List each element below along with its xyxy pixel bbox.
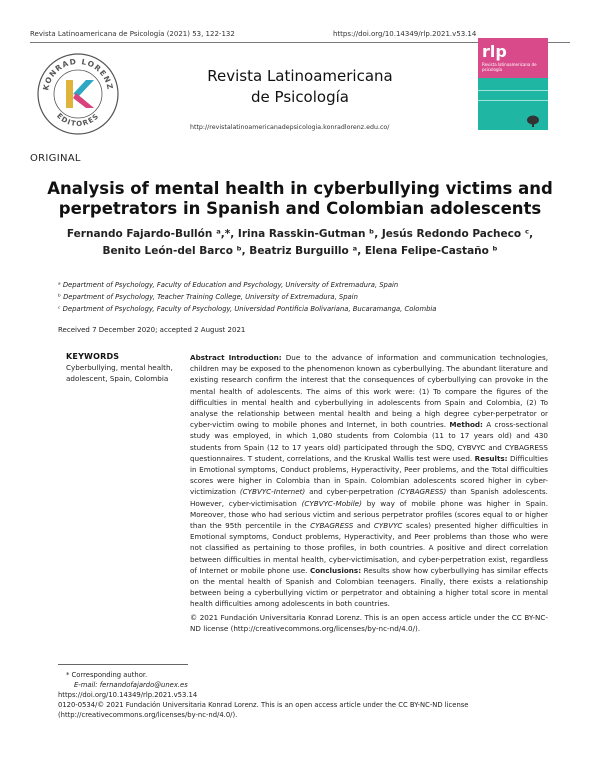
author-list bbox=[50, 226, 550, 260]
elsevier-tree-icon bbox=[526, 115, 540, 127]
affiliation-a: ᵃ Department of Psychology, Faculty of Education and Psychology, University of Extremadura, Spain bbox=[58, 281, 399, 289]
k-letter-icon bbox=[66, 80, 94, 108]
journal-url-link[interactable]: http://revistalatinoamericanadepsicologia.konradlorenz.edu.co/ bbox=[190, 124, 390, 131]
seal-bottom-text: EDITORES bbox=[55, 111, 101, 129]
footnote-divider bbox=[58, 664, 188, 665]
affiliation-c: ᶜ Department of Psychology, Faculty of Psychology, Universidad Pontificia Bolivariana, Bucaramanga, Colombia bbox=[58, 305, 437, 313]
svg-text:KONRAD LORENZ bbox=[41, 57, 115, 91]
journal-name-line2: de Psicología bbox=[251, 88, 349, 106]
svg-text:EDITORES bbox=[55, 112, 101, 128]
affiliation-b: ᵇ Department of Psychology, Teacher Training College, University of Extremadura, Spain bbox=[58, 293, 358, 301]
cover-subtitle: Revista latinoamericana de psicología bbox=[482, 62, 537, 72]
corresponding-author-note: * Corresponding author. bbox=[66, 671, 148, 679]
running-header-doi[interactable]: https://doi.org/10.14349/rlp.2021.v53.14 bbox=[333, 30, 477, 38]
abstract-body: Abstract Introduction: Due to the advance of information and communication technologies, children may be exposed to the phenomenon known as cyberbullying. The abundant literature and existing research confirm the interest that the consequences of cyberbullying can provoke in the mental health of adolescents. The aims of this work were: (1) To compare the figures of the difficulties in mental health and cyberbullying in adolescents from Spain and Colombia, (2) To analyse the relationship between mental health and being a high degree cyber-perpetrator or cyber-victim owing to mobile phones and Internet, in both countries. Method: A cross-sectional study was employed, in which 1,080 students from Colombia (11 to 17 years old) and 430 students from Spain (12 to 17 years old) participated through the SDQ, CYBVYC and CYBAGRESS questionnaires. T student, correlations, and the Kruskal Wallis test were used. Results: Difficulties in Emotional symptoms, Conduct problems, Hyperactivity, Peer problems, and the Total difficulties scores were higher in Colombia than in Spain. Colombian adolescents scored higher in cyber-victimization (CYBVYC-Internet) and cyber-perpetration (CYBAGRESS) than Spanish adolescents. However, cyber-victimisation (CYBVYC-Mobile) by way of mobile phone was higher in Spain. Moreover, those who had serious victim and serious perpetrator profiles (scores equal to or higher than the 95th percentile in the CYBAGRESS and CYBVYC scales) presented higher difficulties in Emotional symptoms, Conduct problems, Hyperactivity, and Peer problems than those who were not classified as pertaining to those profiles, in both countries. A positive and direct correlation between difficulties in mental health, cyber-victimisation, and cyber-perpetration exist, regardless of Internet or mobile phone use. Conclusions: Results show how cyberbullying has similar effects on the mental health of Spanish and Colombian teenagers. Finally, there exists a relationship between being a cyberbullying victim or perpetrator and obtaining a higher total score in mental health difficulties among adolescents in both countries. bbox=[190, 353, 549, 609]
abstract bbox=[190, 352, 548, 634]
keywords-heading: KEYWORDS bbox=[66, 352, 120, 361]
journal-name bbox=[200, 66, 400, 108]
author-line-2: Benito León-del Barco ᵇ, Beatriz Burguillo ᵃ, Elena Felipe-Castaño ᵇ bbox=[102, 245, 498, 257]
cover-logo: rlp bbox=[482, 42, 507, 61]
corresponding-email[interactable]: E-mail: fernandofajardo@unex.es bbox=[74, 681, 188, 689]
konrad-lorenz-seal-logo bbox=[36, 52, 120, 136]
abstract-copyright: © 2021 Fundación Universitaria Konrad Lorenz. This is an open access article under the CC BY-NC-ND license (http://creativecommons.org/licenses/by-nc-nd/4.0/). bbox=[190, 612, 548, 633]
footnotes bbox=[58, 670, 578, 720]
journal-name-line1: Revista Latinoamericana bbox=[207, 67, 393, 85]
author-line-1: Fernando Fajardo-Bullón ᵃ,*, Irina Rasskin-Gutman ᵇ, Jesús Redondo Pacheco ᶜ, bbox=[66, 228, 534, 240]
article-title: Analysis of mental health in cyberbullying victims and perpetrators in Spanish and Colombian adolescents bbox=[47, 179, 553, 218]
keywords-list: Cyberbullying, mental health, adolescent, Spain, Colombia bbox=[66, 363, 173, 383]
running-header-citation: Revista Latinoamericana de Psicología (2021) 53, 122-132 bbox=[30, 30, 235, 38]
article-type-label: ORIGINAL bbox=[30, 153, 81, 164]
received-dates: Received 7 December 2020; accepted 2 August 2021 bbox=[58, 326, 246, 334]
seal-top-text: KONRAD LORENZ bbox=[41, 56, 115, 92]
footnote-doi-link[interactable]: https://doi.org/10.14349/rlp.2021.v53.14 bbox=[58, 691, 198, 699]
affiliations bbox=[58, 279, 578, 315]
footnote-license: 0120-0534/© 2021 Fundación Universitaria Konrad Lorenz. This is an open access article under the CC BY-NC-ND license (http://creativecommons.org/licenses/by-nc-nd/4.0/). bbox=[58, 701, 469, 719]
